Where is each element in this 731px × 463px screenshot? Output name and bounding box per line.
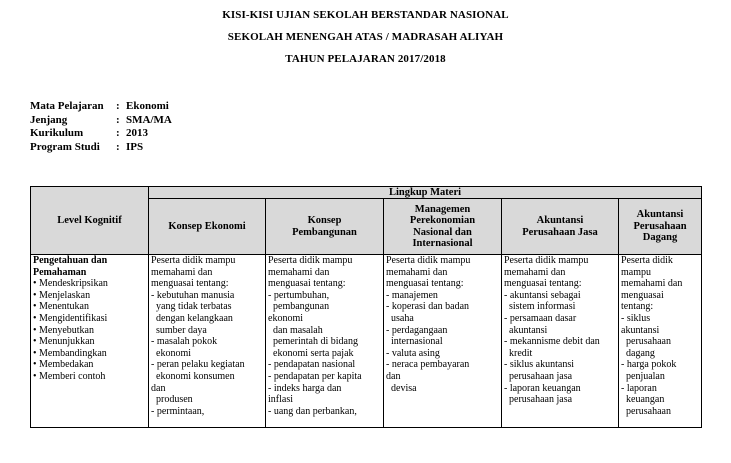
list-item: • Memberi contoh xyxy=(33,370,106,382)
list-item: • Mendeskripsikan xyxy=(33,278,108,290)
meta-separator: : xyxy=(116,100,120,112)
meta-label: Kurikulum xyxy=(30,127,84,139)
material-cell: Peserta didik mampu memahami dan menguasai tentang: - akuntansi sebagai sistem informasi - persamaan dasar akuntansi - mekannisme debit dan kredit - siklus akuntansi perusahaan jasa - laporan keuangan perusahaan jasa xyxy=(502,255,619,428)
meta-label: Jenjang xyxy=(30,113,68,126)
level-cell xyxy=(31,255,149,428)
meta-separator: : xyxy=(116,127,120,139)
list-item: • Menjelaskan xyxy=(33,289,91,301)
list-item: • Mengidentifikasi xyxy=(33,312,108,324)
meta-separator: : xyxy=(116,140,120,153)
meta-value: 2013 xyxy=(126,127,148,139)
list-item: • Menunjukkan xyxy=(33,336,95,348)
meta-row xyxy=(30,141,172,155)
material-cell: Peserta didik mampu memahami dan menguasai tentang: - pertumbuhan, pembangunan ekonomi dan masalah pemerintah di bidang ekonomi serta pajak - pendapatan nasional - pendapatan per kapita - indeks harga dan inflasi - uang dan perbankan, xyxy=(266,255,384,428)
meta-row xyxy=(30,127,172,141)
subject-info xyxy=(30,100,172,154)
meta-label: Mata Pelajaran xyxy=(30,100,104,112)
material-cell: Peserta didik mampu memahami dan menguasai tentang: - siklus akuntansi perusahaan dagang - harga pokok penjualan - laporan keuangan perusahaan xyxy=(619,255,702,428)
meta-label: Program Studi xyxy=(30,140,100,153)
list-item: • Membedakan xyxy=(33,359,94,371)
meta-row xyxy=(30,100,172,114)
material-cell: Peserta didik mampu memahami dan menguasai tentang: - kebutuhan manusia yang tidak terbatas dengan kelangkaan sumber daya - masalah pokok ekonomi - peran pelaku kegiatan ekonomi konsumen dan produsen - permintaan, xyxy=(149,255,266,428)
blueprint-table xyxy=(30,186,702,428)
meta-value: SMA/MA xyxy=(126,113,172,126)
list-item: • Menyebutkan xyxy=(33,324,94,336)
academic-year: TAHUN PELAJARAN 2017/2018 xyxy=(285,53,446,65)
level-title: Pengetahuan dan Pemahaman xyxy=(33,255,108,278)
column-header: Akuntansi Perusahaan Jasa xyxy=(502,199,619,255)
document-title: KISI-KISI UJIAN SEKOLAH BERSTANDAR NASIONAL xyxy=(222,9,509,21)
meta-value: Ekonomi xyxy=(126,100,169,112)
column-header: Konsep Ekonomi xyxy=(149,199,266,255)
table-row xyxy=(31,255,702,428)
list-item: • Menentukan xyxy=(33,301,89,313)
column-header: Managemen Perekonomian Nasional dan Internasional xyxy=(384,199,502,255)
meta-value: IPS xyxy=(126,140,144,153)
level-kognitif-header: Level Kognitif xyxy=(31,187,149,255)
list-item: • Membandingkan xyxy=(33,347,107,359)
column-header: Konsep Pembangunan xyxy=(266,199,384,255)
meta-row xyxy=(30,114,172,128)
document-subtitle: SEKOLAH MENENGAH ATAS / MADRASAH ALIYAH xyxy=(227,31,504,43)
column-header: Akuntansi Perusahaan Dagang xyxy=(619,199,702,255)
cognitive-verb-list xyxy=(33,278,146,382)
meta-separator: : xyxy=(116,113,120,126)
material-cell: Peserta didik mampu memahami dan menguasai tentang: - manajemen - koperasi dan badan usaha - perdagangaan internasional - valuta asing - neraca pembayaran dan devisa xyxy=(384,255,502,428)
lingkup-materi-header: Lingkup Materi xyxy=(149,187,702,199)
